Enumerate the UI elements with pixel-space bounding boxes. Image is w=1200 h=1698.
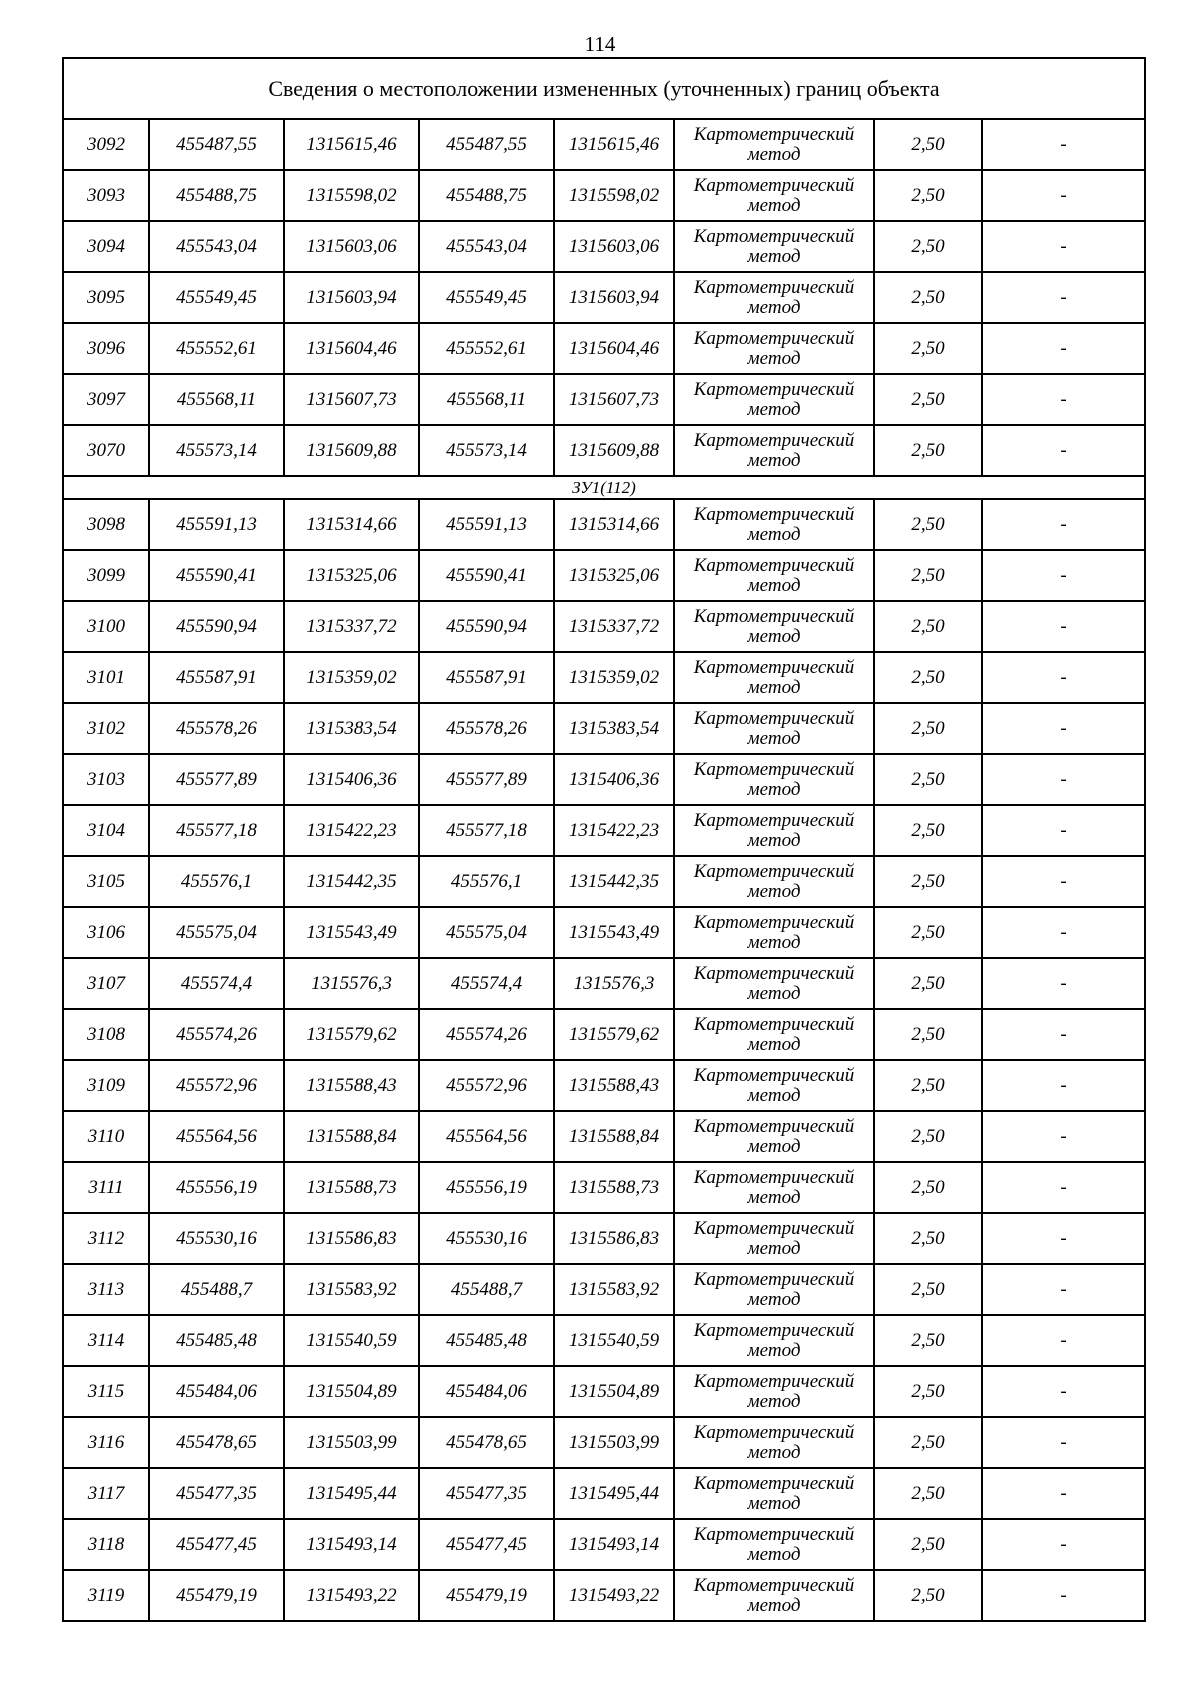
method-cell: Картометрический метод: [674, 652, 874, 703]
table-row: [63, 1213, 1145, 1264]
table-row: [63, 499, 1145, 550]
table-row: [63, 1468, 1145, 1519]
x-existing-cell: 455552,61: [149, 323, 284, 374]
y-existing-cell: 1315422,23: [284, 805, 419, 856]
note-cell: -: [982, 272, 1145, 323]
point-number-cell: 3116: [63, 1417, 149, 1468]
x-refined-cell: 455477,35: [419, 1468, 554, 1519]
note-cell: -: [982, 907, 1145, 958]
x-refined-cell: 455590,94: [419, 601, 554, 652]
x-existing-cell: 455574,26: [149, 1009, 284, 1060]
accuracy-cell: 2,50: [874, 703, 982, 754]
table-row: [63, 1519, 1145, 1570]
table-row: [63, 550, 1145, 601]
note-cell: -: [982, 1519, 1145, 1570]
note-cell: -: [982, 170, 1145, 221]
note-cell: -: [982, 1111, 1145, 1162]
accuracy-cell: 2,50: [874, 1519, 982, 1570]
table-row: [63, 1009, 1145, 1060]
method-cell: Картометрический метод: [674, 601, 874, 652]
point-number-cell: 3101: [63, 652, 149, 703]
x-refined-cell: 455552,61: [419, 323, 554, 374]
table-row: [63, 221, 1145, 272]
x-existing-cell: 455479,19: [149, 1570, 284, 1621]
y-existing-cell: 1315495,44: [284, 1468, 419, 1519]
note-cell: -: [982, 805, 1145, 856]
y-existing-cell: 1315493,22: [284, 1570, 419, 1621]
table-row: [63, 958, 1145, 1009]
point-number-cell: 3109: [63, 1060, 149, 1111]
x-refined-cell: 455488,7: [419, 1264, 554, 1315]
method-cell: Картометрический метод: [674, 323, 874, 374]
x-existing-cell: 455477,45: [149, 1519, 284, 1570]
note-cell: -: [982, 499, 1145, 550]
note-cell: -: [982, 1570, 1145, 1621]
note-cell: -: [982, 652, 1145, 703]
y-existing-cell: 1315583,92: [284, 1264, 419, 1315]
point-number-cell: 3104: [63, 805, 149, 856]
x-refined-cell: 455576,1: [419, 856, 554, 907]
y-existing-cell: 1315406,36: [284, 754, 419, 805]
point-number-cell: 3119: [63, 1570, 149, 1621]
note-cell: -: [982, 323, 1145, 374]
y-refined-cell: 1315503,99: [554, 1417, 674, 1468]
y-existing-cell: 1315540,59: [284, 1315, 419, 1366]
y-refined-cell: 1315588,73: [554, 1162, 674, 1213]
accuracy-cell: 2,50: [874, 1264, 982, 1315]
table-row: [63, 272, 1145, 323]
y-existing-cell: 1315588,43: [284, 1060, 419, 1111]
accuracy-cell: 2,50: [874, 221, 982, 272]
table-row: [63, 1111, 1145, 1162]
x-refined-cell: 455577,18: [419, 805, 554, 856]
y-existing-cell: 1315314,66: [284, 499, 419, 550]
note-cell: -: [982, 601, 1145, 652]
y-refined-cell: 1315442,35: [554, 856, 674, 907]
accuracy-cell: 2,50: [874, 425, 982, 476]
y-refined-cell: 1315504,89: [554, 1366, 674, 1417]
x-refined-cell: 455573,14: [419, 425, 554, 476]
point-number-cell: 3115: [63, 1366, 149, 1417]
accuracy-cell: 2,50: [874, 1111, 982, 1162]
method-cell: Картометрический метод: [674, 499, 874, 550]
y-refined-cell: 1315543,49: [554, 907, 674, 958]
method-cell: Картометрический метод: [674, 1264, 874, 1315]
method-cell: Картометрический метод: [674, 703, 874, 754]
note-cell: -: [982, 1213, 1145, 1264]
table-row: [63, 601, 1145, 652]
point-number-cell: 3108: [63, 1009, 149, 1060]
y-refined-cell: 1315586,83: [554, 1213, 674, 1264]
table-row: [63, 907, 1145, 958]
method-cell: Картометрический метод: [674, 1213, 874, 1264]
y-refined-cell: 1315603,06: [554, 221, 674, 272]
y-refined-cell: 1315576,3: [554, 958, 674, 1009]
x-refined-cell: 455590,41: [419, 550, 554, 601]
method-cell: Картометрический метод: [674, 1519, 874, 1570]
table-row: [63, 805, 1145, 856]
y-refined-cell: 1315540,59: [554, 1315, 674, 1366]
method-cell: Картометрический метод: [674, 1162, 874, 1213]
method-cell: Картометрический метод: [674, 907, 874, 958]
x-existing-cell: 455549,45: [149, 272, 284, 323]
note-cell: -: [982, 958, 1145, 1009]
y-existing-cell: 1315607,73: [284, 374, 419, 425]
y-refined-cell: 1315383,54: [554, 703, 674, 754]
table-row: [63, 1162, 1145, 1213]
x-existing-cell: 455573,14: [149, 425, 284, 476]
table-row: [63, 119, 1145, 170]
x-refined-cell: 455572,96: [419, 1060, 554, 1111]
accuracy-cell: 2,50: [874, 499, 982, 550]
accuracy-cell: 2,50: [874, 1162, 982, 1213]
method-cell: Картометрический метод: [674, 1315, 874, 1366]
y-refined-cell: 1315422,23: [554, 805, 674, 856]
y-existing-cell: 1315586,83: [284, 1213, 419, 1264]
method-cell: Картометрический метод: [674, 856, 874, 907]
y-refined-cell: 1315359,02: [554, 652, 674, 703]
x-refined-cell: 455591,13: [419, 499, 554, 550]
method-cell: Картометрический метод: [674, 754, 874, 805]
point-number-cell: 3093: [63, 170, 149, 221]
x-existing-cell: 455477,35: [149, 1468, 284, 1519]
y-existing-cell: 1315615,46: [284, 119, 419, 170]
y-existing-cell: 1315588,73: [284, 1162, 419, 1213]
point-number-cell: 3096: [63, 323, 149, 374]
accuracy-cell: 2,50: [874, 1468, 982, 1519]
y-existing-cell: 1315609,88: [284, 425, 419, 476]
x-existing-cell: 455590,94: [149, 601, 284, 652]
accuracy-cell: 2,50: [874, 907, 982, 958]
point-number-cell: 3111: [63, 1162, 149, 1213]
point-number-cell: 3098: [63, 499, 149, 550]
point-number-cell: 3095: [63, 272, 149, 323]
point-number-cell: 3094: [63, 221, 149, 272]
note-cell: -: [982, 221, 1145, 272]
x-refined-cell: 455556,19: [419, 1162, 554, 1213]
y-refined-cell: 1315598,02: [554, 170, 674, 221]
point-number-cell: 3097: [63, 374, 149, 425]
note-cell: -: [982, 1366, 1145, 1417]
table-body: [63, 58, 1145, 1621]
y-refined-cell: 1315495,44: [554, 1468, 674, 1519]
method-cell: Картометрический метод: [674, 805, 874, 856]
x-refined-cell: 455530,16: [419, 1213, 554, 1264]
accuracy-cell: 2,50: [874, 1213, 982, 1264]
x-existing-cell: 455578,26: [149, 703, 284, 754]
y-existing-cell: 1315603,06: [284, 221, 419, 272]
note-cell: -: [982, 1060, 1145, 1111]
note-cell: -: [982, 425, 1145, 476]
note-cell: -: [982, 1315, 1145, 1366]
note-cell: -: [982, 1009, 1145, 1060]
y-existing-cell: 1315576,3: [284, 958, 419, 1009]
x-existing-cell: 455487,55: [149, 119, 284, 170]
accuracy-cell: 2,50: [874, 856, 982, 907]
y-refined-cell: 1315603,94: [554, 272, 674, 323]
accuracy-cell: 2,50: [874, 805, 982, 856]
point-number-cell: 3099: [63, 550, 149, 601]
table-row: [63, 323, 1145, 374]
x-existing-cell: 455488,7: [149, 1264, 284, 1315]
y-existing-cell: 1315337,72: [284, 601, 419, 652]
section-header-row: [63, 476, 1145, 499]
accuracy-cell: 2,50: [874, 754, 982, 805]
y-existing-cell: 1315598,02: [284, 170, 419, 221]
x-refined-cell: 455574,26: [419, 1009, 554, 1060]
method-cell: Картометрический метод: [674, 272, 874, 323]
x-existing-cell: 455577,18: [149, 805, 284, 856]
point-number-cell: 3110: [63, 1111, 149, 1162]
y-refined-cell: 1315609,88: [554, 425, 674, 476]
table-row: [63, 1570, 1145, 1621]
table-row: [63, 652, 1145, 703]
note-cell: -: [982, 703, 1145, 754]
x-refined-cell: 455549,45: [419, 272, 554, 323]
section-label: ЗУ1(112): [63, 476, 1145, 499]
point-number-cell: 3070: [63, 425, 149, 476]
x-refined-cell: 455487,55: [419, 119, 554, 170]
x-refined-cell: 455568,11: [419, 374, 554, 425]
y-refined-cell: 1315579,62: [554, 1009, 674, 1060]
table-row: [63, 374, 1145, 425]
table-title-row: [63, 58, 1145, 119]
x-existing-cell: 455484,06: [149, 1366, 284, 1417]
method-cell: Картометрический метод: [674, 1570, 874, 1621]
point-number-cell: 3114: [63, 1315, 149, 1366]
point-number-cell: 3102: [63, 703, 149, 754]
point-number-cell: 3107: [63, 958, 149, 1009]
table-row: [63, 170, 1145, 221]
method-cell: Картометрический метод: [674, 425, 874, 476]
x-existing-cell: 455564,56: [149, 1111, 284, 1162]
point-number-cell: 3103: [63, 754, 149, 805]
x-refined-cell: 455477,45: [419, 1519, 554, 1570]
accuracy-cell: 2,50: [874, 1315, 982, 1366]
y-existing-cell: 1315493,14: [284, 1519, 419, 1570]
method-cell: Картометрический метод: [674, 958, 874, 1009]
x-refined-cell: 455479,19: [419, 1570, 554, 1621]
table-row: [63, 1264, 1145, 1315]
note-cell: -: [982, 1162, 1145, 1213]
table-row: [63, 1060, 1145, 1111]
coordinates-table: [62, 57, 1146, 1622]
method-cell: Картометрический метод: [674, 1468, 874, 1519]
x-existing-cell: 455485,48: [149, 1315, 284, 1366]
note-cell: -: [982, 1468, 1145, 1519]
y-refined-cell: 1315583,92: [554, 1264, 674, 1315]
table-title: Сведения о местоположении измененных (уточненных) границ объекта: [63, 58, 1145, 119]
point-number-cell: 3105: [63, 856, 149, 907]
accuracy-cell: 2,50: [874, 550, 982, 601]
point-number-cell: 3118: [63, 1519, 149, 1570]
method-cell: Картометрический метод: [674, 1366, 874, 1417]
note-cell: -: [982, 754, 1145, 805]
x-existing-cell: 455587,91: [149, 652, 284, 703]
x-refined-cell: 455478,65: [419, 1417, 554, 1468]
accuracy-cell: 2,50: [874, 1366, 982, 1417]
table-row: [63, 425, 1145, 476]
y-existing-cell: 1315579,62: [284, 1009, 419, 1060]
accuracy-cell: 2,50: [874, 958, 982, 1009]
y-existing-cell: 1315383,54: [284, 703, 419, 754]
y-existing-cell: 1315543,49: [284, 907, 419, 958]
note-cell: -: [982, 550, 1145, 601]
y-existing-cell: 1315359,02: [284, 652, 419, 703]
note-cell: -: [982, 119, 1145, 170]
x-existing-cell: 455591,13: [149, 499, 284, 550]
x-refined-cell: 455577,89: [419, 754, 554, 805]
y-existing-cell: 1315604,46: [284, 323, 419, 374]
x-refined-cell: 455488,75: [419, 170, 554, 221]
table-row: [63, 1315, 1145, 1366]
x-existing-cell: 455488,75: [149, 170, 284, 221]
accuracy-cell: 2,50: [874, 272, 982, 323]
accuracy-cell: 2,50: [874, 1060, 982, 1111]
x-refined-cell: 455587,91: [419, 652, 554, 703]
x-refined-cell: 455578,26: [419, 703, 554, 754]
y-existing-cell: 1315603,94: [284, 272, 419, 323]
y-refined-cell: 1315325,06: [554, 550, 674, 601]
method-cell: Картометрический метод: [674, 1417, 874, 1468]
y-existing-cell: 1315503,99: [284, 1417, 419, 1468]
point-number-cell: 3100: [63, 601, 149, 652]
point-number-cell: 3106: [63, 907, 149, 958]
method-cell: Картометрический метод: [674, 170, 874, 221]
x-existing-cell: 455572,96: [149, 1060, 284, 1111]
table-row: [63, 703, 1145, 754]
point-number-cell: 3112: [63, 1213, 149, 1264]
x-existing-cell: 455556,19: [149, 1162, 284, 1213]
y-refined-cell: 1315588,84: [554, 1111, 674, 1162]
x-existing-cell: 455577,89: [149, 754, 284, 805]
method-cell: Картометрический метод: [674, 1009, 874, 1060]
note-cell: -: [982, 1417, 1145, 1468]
page-number: 114: [584, 32, 616, 56]
y-refined-cell: 1315314,66: [554, 499, 674, 550]
x-refined-cell: 455574,4: [419, 958, 554, 1009]
point-number-cell: 3092: [63, 119, 149, 170]
note-cell: -: [982, 374, 1145, 425]
accuracy-cell: 2,50: [874, 601, 982, 652]
y-existing-cell: 1315325,06: [284, 550, 419, 601]
accuracy-cell: 2,50: [874, 323, 982, 374]
method-cell: Картометрический метод: [674, 550, 874, 601]
y-refined-cell: 1315337,72: [554, 601, 674, 652]
y-refined-cell: 1315615,46: [554, 119, 674, 170]
x-existing-cell: 455574,4: [149, 958, 284, 1009]
x-refined-cell: 455564,56: [419, 1111, 554, 1162]
x-refined-cell: 455484,06: [419, 1366, 554, 1417]
accuracy-cell: 2,50: [874, 1009, 982, 1060]
x-existing-cell: 455590,41: [149, 550, 284, 601]
y-refined-cell: 1315588,43: [554, 1060, 674, 1111]
point-number-cell: 3113: [63, 1264, 149, 1315]
x-existing-cell: 455543,04: [149, 221, 284, 272]
x-existing-cell: 455576,1: [149, 856, 284, 907]
accuracy-cell: 2,50: [874, 374, 982, 425]
method-cell: Картометрический метод: [674, 1111, 874, 1162]
table-row: [63, 856, 1145, 907]
y-refined-cell: 1315493,22: [554, 1570, 674, 1621]
note-cell: -: [982, 856, 1145, 907]
accuracy-cell: 2,50: [874, 652, 982, 703]
y-existing-cell: 1315504,89: [284, 1366, 419, 1417]
note-cell: -: [982, 1264, 1145, 1315]
y-refined-cell: 1315493,14: [554, 1519, 674, 1570]
table-row: [63, 1417, 1145, 1468]
point-number-cell: 3117: [63, 1468, 149, 1519]
accuracy-cell: 2,50: [874, 119, 982, 170]
method-cell: Картометрический метод: [674, 374, 874, 425]
y-refined-cell: 1315607,73: [554, 374, 674, 425]
y-refined-cell: 1315406,36: [554, 754, 674, 805]
method-cell: Картометрический метод: [674, 1060, 874, 1111]
x-refined-cell: 455575,04: [419, 907, 554, 958]
method-cell: Картометрический метод: [674, 221, 874, 272]
y-refined-cell: 1315604,46: [554, 323, 674, 374]
accuracy-cell: 2,50: [874, 1417, 982, 1468]
y-existing-cell: 1315588,84: [284, 1111, 419, 1162]
table-row: [63, 1366, 1145, 1417]
x-existing-cell: 455568,11: [149, 374, 284, 425]
x-refined-cell: 455543,04: [419, 221, 554, 272]
x-existing-cell: 455575,04: [149, 907, 284, 958]
x-refined-cell: 455485,48: [419, 1315, 554, 1366]
accuracy-cell: 2,50: [874, 1570, 982, 1621]
y-existing-cell: 1315442,35: [284, 856, 419, 907]
x-existing-cell: 455478,65: [149, 1417, 284, 1468]
x-existing-cell: 455530,16: [149, 1213, 284, 1264]
accuracy-cell: 2,50: [874, 170, 982, 221]
table-row: [63, 754, 1145, 805]
method-cell: Картометрический метод: [674, 119, 874, 170]
